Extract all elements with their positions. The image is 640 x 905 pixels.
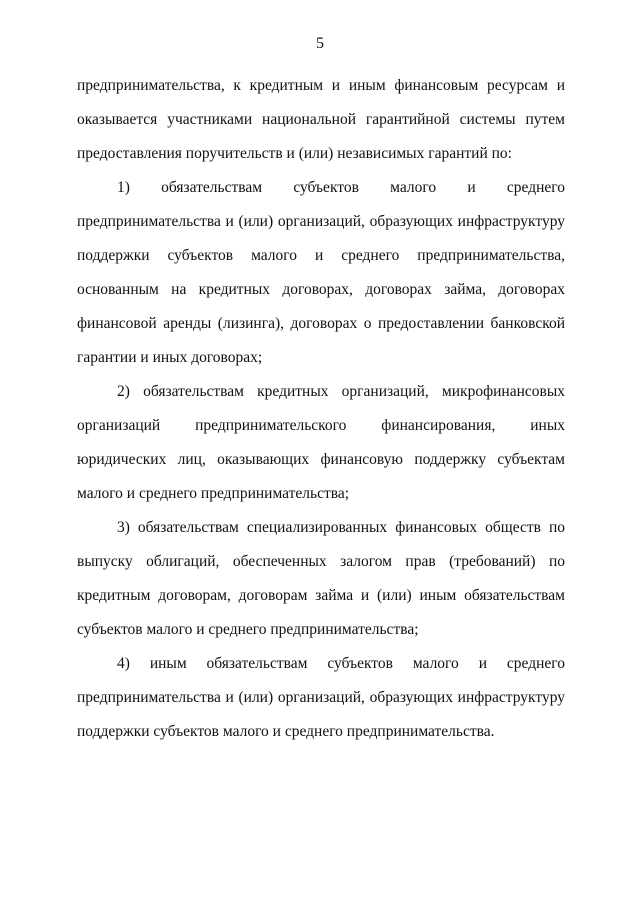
- paragraph-item-4: 4) иным обязательствам субъектов малого и среднего предпринимательства и (или) организаций, образующих инфраструктуру поддержки субъектов малого и среднего предпринимательства.: [77, 655, 565, 740]
- paragraph-item-1: 1) обязательствам субъектов малого и среднего предпринимательства и (или) организаций, образующих инфраструктуру поддержки субъектов малого и среднего предпринимательства, основанным на кредитных договорах, договорах займа, договорах финансовой аренды (лизинга), договорах о предоставлении банковской гарантии и иных договорах;: [77, 179, 565, 366]
- page-number: 5: [316, 35, 324, 52]
- paragraph-item-2: 2) обязательствам кредитных организаций, микрофинансовых организаций предпринимательского финансирования, иных юридических лиц, оказывающих финансовую поддержку субъектам малого и среднего предпринимательства;: [77, 383, 565, 502]
- document-body: [77, 69, 565, 749]
- paragraph-intro-continuation: предпринимательства, к кредитным и иным финансовым ресурсам и оказывается участниками национальной гарантийной системы путем предоставления поручительств и (или) независимых гарантий по:: [77, 77, 565, 162]
- paragraph-item-3: 3) обязательствам специализированных финансовых обществ по выпуску облигаций, обеспеченных залогом прав (требований) по кредитным договорам, договорам займа и (или) иным обязательствам субъектов малого и среднего предпринимательства;: [77, 519, 565, 638]
